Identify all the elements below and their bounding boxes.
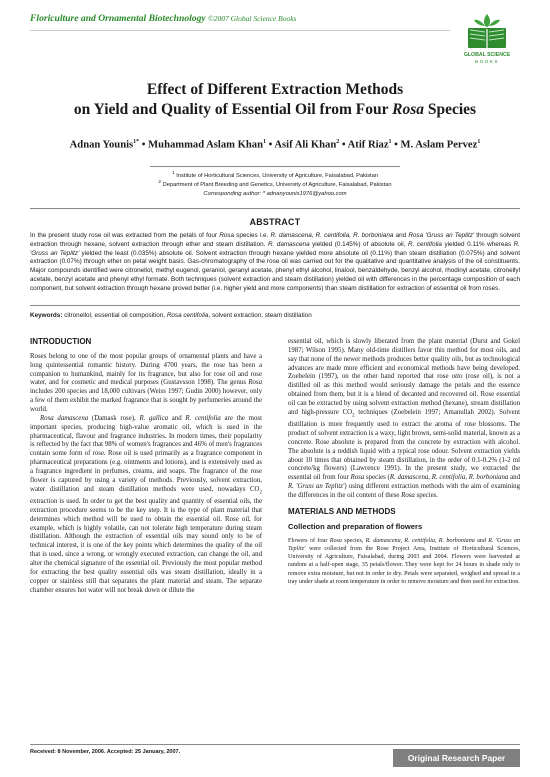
- footer-rule: [30, 744, 520, 745]
- methods-subheading: Collection and preparation of flowers: [288, 521, 423, 531]
- corresponding-author: Corresponding author: * adnanyounis1976@yahoo.com: [203, 191, 347, 197]
- intro-heading: INTRODUCTION: [30, 337, 92, 346]
- keywords: Keywords: citronellol, essential oil composition, Rosa centifolia, solvent extraction, steam distillation: [30, 312, 312, 319]
- title-line2: on Yield and Quality of Essential Oil from Four Rosa Species: [73, 101, 477, 118]
- abstract-rule-bottom: [30, 305, 520, 306]
- intro-paragraph-3: essential oil, which is slowly liberated from the plant material (Durst and Gokel 1987; Wilson 1995). Many old-time distillers favor this method for most oils, and say that none of the newer methods produces better quality oils, but as technological advances are made more efficient and economical methods have being developed. Zoebelein (1997), on the other hand reported that rose otto (rose oil), is not a distilled oil as this method would seriously damage the petals and the essence obtained from them, but it is a blend of decanted and recovered oil. Rose essential oil can be extracted by using solvent extraction method (hexane), stream distillation and high-pressure $CO_2$ techniques (Zoebelein 1997; Amanullah 2002). Solvent distillation is more frequently used to extract the aroma of rose blossoms. The product of solvent extraction is a waxy, light brown, semi-solid material, known as a concrete. Rose absolute is prepared from the concrete by extraction with alcohol. The absolute is a reddish liquid with a typical rose odour. Solvent extraction yields about 10 times that obtained by steam distillation, in the order of 0.1-0.2% (1-2 ml concrete/kg flowers) (Lawrence 1991). In the present study, we extracted the essential oil from four Rosa species (R. damascena, R. centifolia, R. borboniana and R. 'Gruss an Teplitz') using different extraction methods with the aim of examining the differences in the oil content of these Rosa species.: [288, 338, 521, 499]
- paper-type-badge: Original Research Paper: [393, 749, 520, 767]
- affiliation-2: $^2$ Department of Plant Breeding and Genetics, University of Agriculture, Faisalabad, Pakistan: [158, 180, 392, 188]
- author-list: Adnan Younis$^{1*}$ • Muhammad Aslam Khan$^1$ • Asif Ali Khan$^2$ • Atif Riaz$^1$ • M. Aslam Pervez$^1$: [69, 139, 481, 151]
- title-line1: Effect of Different Extraction Methods: [146, 81, 404, 98]
- abstract-text: In the present study rose oil was extracted from the petals of four Rosa species i.e. R. damascena, R. centifolia, R. borboniana and Rosa 'Gruss an Teplitz' through solvent extraction through hexane, solvent extraction through ether and steam distillation. R. damascena yielded (0.145%) of absolute oil, R. centifolia yielded 0.11% whereas R. 'Gruss an Teplitz' yielded the least (0.035%) absolute oil. Solvent extraction through hexane yielded more absolute oil (0.11%) than steam distillation (0.075%) and solvent extraction (0.07%) through ether on petal weight basis. Gas-chromatography of the rose oil was carried out for the qualitative and quantitative analysis of the oil constituents. Major compounds identified were citronellol, methyl eugenol, geraniol, geranyl acetate, phenyl ethyl alcohol, linalool, benzaldehyde, benzyl alcohol, rhodinyl acetate, citronellyl acetate, benzyl acetate and phenyl ethyl formate. Both techniques (solvent extraction and steam distillation) yielded oil with differences in the percentage composition of each component, but solvent extraction through hexane proved better (i.e. higher yield and more components) than steam distillation for extraction of essential oil from roses.: [30, 232, 521, 292]
- journal-name: Floriculture and Ornamental Biotechnology: [30, 13, 206, 24]
- intro-paragraph-2: Rosa damascena (Damask rose), R. gallica and R. centifolia are the most important species, producing high-value aromatic oil, which is used in the pharmaceutical, flavour and fragrance industries. In modern times, their popularity is reflected by the fact that 98% of women's fragrances and 46% of men's fragrances contain some form of rose. Rose oil is used primarily as a fragrance component in pharmaceutical preparations (e.g. ointments and lotions), and is extensively used as a fragrance ingredient in perfumes, creams, and soaps. The fragrance of the rose flower is captured by using a variety of methods. Previously, solvent extraction, water distillation and steam distillation methods were used, nowadays $CO_2$ extraction is used. In order to get the best quality and quantity of essential oils, the extraction procedure seems to be the key step. It is the type of plant material that determines which method will be used to obtain the essential oil. Rose oil, for example, which is highly volatile, can not tolerate high temperature during steam distillation. Although the extraction of essential oils may sound only to be of technical interest, it is one of the key points which determines the quality of the oil that is used, since a wrong, or wrongly executed extraction, can change the oil, and alter the chemical signature of the essential oil. Previously the most popular method for extracting the best quality essential oils was steam distillation, ideally in a copper or stainless still that separates the plant material and steam. The separate chamber ensures hot water will not break down or dilute the: [30, 414, 262, 594]
- methods-heading: MATERIALS AND METHODS: [288, 506, 396, 516]
- abstract-heading: ABSTRACT: [249, 217, 301, 227]
- global-science-books-logo: [452, 10, 522, 68]
- right-column: [288, 338, 520, 586]
- header-rule: [30, 30, 450, 31]
- logo-line1: GLOBAL SCIENCE: [463, 52, 511, 58]
- abstract-rule-top: [30, 208, 520, 209]
- methods-paragraph-1: Flowers of four Rosa species, R. damascena, R. centifolia, R. borboniana and R. 'Gruss an Teplitz' were collected from the Rose Project Area, Institute of Horticultural Sciences, University of Agriculture, Faisalabad, during 2003 and 2004. Flowers were harvested at random at a half-open stage, 35 petals/flower. They were kept for 24 hours in shade only to remove extra moisture, but not in order to dry. Petals were separated, weighed and spread in a tray under shade at room temperature in order to remove moisture and then used for extraction.: [288, 537, 520, 586]
- author-4: Atif Riaz: [347, 139, 389, 151]
- author-3: Asif Ali Khan: [274, 139, 337, 151]
- affiliation-1: $^1$ Institute of Horticultural Sciences, University of Agriculture, Faisalabad, Pakistan: [172, 171, 378, 179]
- journal-copyright: ©2007 Global Science Books: [208, 14, 297, 23]
- affiliation-rule: [150, 166, 400, 167]
- journal-header: [30, 13, 296, 24]
- logo-line2: BOOKS: [475, 59, 499, 64]
- intro-paragraph-1: Roses belong to one of the most popular groups of ornamental plants and have a long quintessential romantic history. During 4700 years, the rose has been a companion to humankind, mainly for its fragrance, but also for rose oil and rose water, and for cosmetic and medical purposes (Gustavsson 1998). The genus Rosa includes 200 species and 18,000 cultivars (Weiss 1997; Gudin 2000) however, only a few of them exhibit the marked fragrance that is sought by perfumeries around the world.: [30, 352, 262, 414]
- author-5: M. Aslam Pervez: [400, 139, 478, 151]
- paper-title: [40, 80, 510, 120]
- author-2: Muhammad Aslam Khan: [148, 139, 263, 151]
- left-column: [30, 338, 262, 595]
- received-dates: Received: 8 November, 2006. Accepted: 25 January, 2007.: [30, 749, 181, 755]
- author-1: Adnan Younis: [69, 139, 134, 151]
